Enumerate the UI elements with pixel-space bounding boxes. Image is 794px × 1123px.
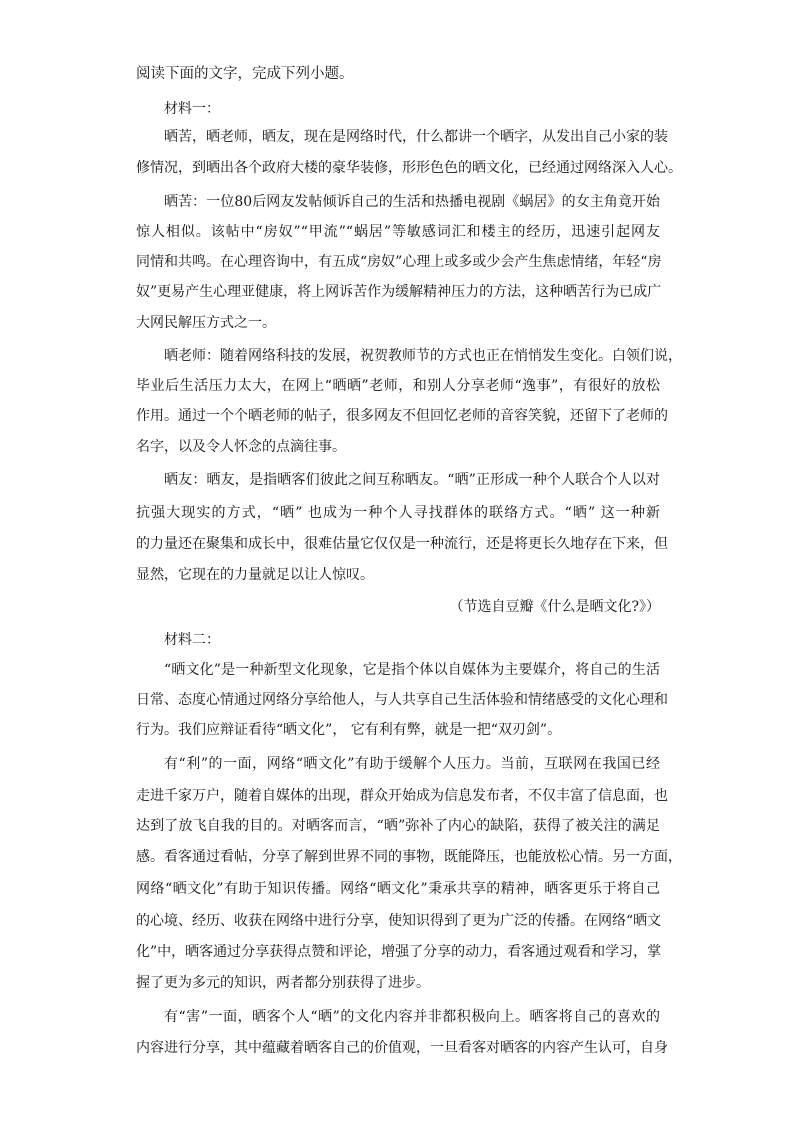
text-line: 达到了放飞自我的目的。对晒客而言，“晒”弥补了内心的缺陷，获得了被关注的满足 — [136, 818, 660, 834]
text-line: 大网民解压方式之一。 — [136, 315, 276, 331]
text-line: 晒苦，晒老师，晒友，现在是网络时代，什么都讲一个晒字，从发出自己小家的装 — [164, 129, 668, 145]
text-line: 握了更为多元的知识，两者都分别获得了进步。 — [136, 975, 430, 991]
text-line: 有“害”一面，晒客个人“晒”的文化内容并非都积极向上。晒客将自己的喜欢的 — [164, 1009, 660, 1025]
text-line: 修情况，到晒出各个政府大楼的豪华装修，形形色色的晒文化，已经通过网络深入人心。 — [136, 160, 682, 176]
text-line: 化”中，晒客通过分享获得点赞和评论，增强了分享的动力，看客通过观看和学习，掌 — [136, 944, 662, 960]
text-line: 有“利”的一面，网络“晒文化”有助于缓解个人压力。当前，互联网在我国已经 — [164, 756, 660, 772]
instruction-text: 阅读下面的文字，完成下列小题。 — [136, 66, 354, 82]
material-two-heading: 材料二： — [164, 632, 220, 648]
text-line: 的心境、经历、收获在网络中进行分享，使知识得到了更为广泛的传播。在网络“晒文 — [136, 913, 662, 929]
text-line: 惊人相似。该帖中“房奴”“甲流”“蜗居”等敏感词汇和楼主的经历，迅速引起网友 — [136, 224, 660, 240]
text-line: 感。看客通过看帖，分享了解到世界不同的事物，既能降压，也能放松心情。另一方面， — [136, 849, 682, 865]
text-line: 走进千家万户，随着自媒体的出现，群众开始成为信息发布者，不仅丰富了信息面，也 — [136, 788, 668, 804]
text-line: 毕业后生活压力太大，在网上“晒晒”老师，和别人分享老师“逸事”，有很好的放松 — [136, 378, 660, 394]
text-line: 日常、态度心情通过网络分享给他人，与人共享自己生活体验和情绪感受的文化心理和 — [136, 692, 668, 708]
text-line: “晒文化”是一种新型文化现象，它是指个体以自媒体为主要媒介，将自己的生活 — [164, 662, 660, 678]
text-line: 奴”更易产生心理亚健康，将上网诉苦作为缓解精神压力的方法，这种晒苦行为已成广 — [136, 284, 662, 300]
text-line: 网络“晒文化”有助于知识传播。网络“晒文化”秉承共享的精神，晒客更乐于将自己 — [136, 881, 660, 897]
text-line: 行为。我们应辩证看待“晒文化”， 它有利有弊，就是一把“双刃剑”。 — [136, 722, 562, 738]
text-line: 同情和共鸣。在心理咨询中，有五成“房奴”心理上或多或少会产生焦虑情绪，年轻“房 — [136, 254, 662, 270]
source-citation: （节选自豆瓣《什么是晒文化?》） — [449, 599, 660, 615]
text-line: 的力量还在聚集和成长中，很难估量它仅仅是一种流行，还是将更长久地存在下来，但 — [136, 536, 668, 552]
text-line: 作用。通过一个个晒老师的帖子，很多网友不但回忆老师的音容笑貌，还留下了老师的 — [136, 408, 668, 424]
text-line: 晒老师：随着网络科技的发展，祝贺教师节的方式也正在悄悄发生变化。白领们说， — [164, 348, 682, 364]
text-line: 名字，以及令人怀念的点滴往事。 — [136, 439, 346, 455]
text-line: 晒苦：一位80后网友发帖倾诉自己的生活和热播电视剧《蜗居》的女主角竟开始 — [164, 194, 660, 210]
material-one-heading: 材料一： — [164, 101, 220, 117]
text-line: 内容进行分享，其中蕴藏着晒客自己的价值观，一旦看客对晒客的内容产生认可，自身 — [136, 1040, 668, 1056]
text-line: 抗强大现实的方式，“晒” 也成为一种个人寻找群体的联络方式。“晒” 这一种新 — [136, 505, 660, 521]
text-line: 晒友：晒友，是指晒客们彼此之间互称晒友。“晒”正形成一种个人联合个人以对 — [164, 472, 660, 488]
text-line: 显然，它现在的力量就足以让人惊叹。 — [136, 567, 374, 583]
